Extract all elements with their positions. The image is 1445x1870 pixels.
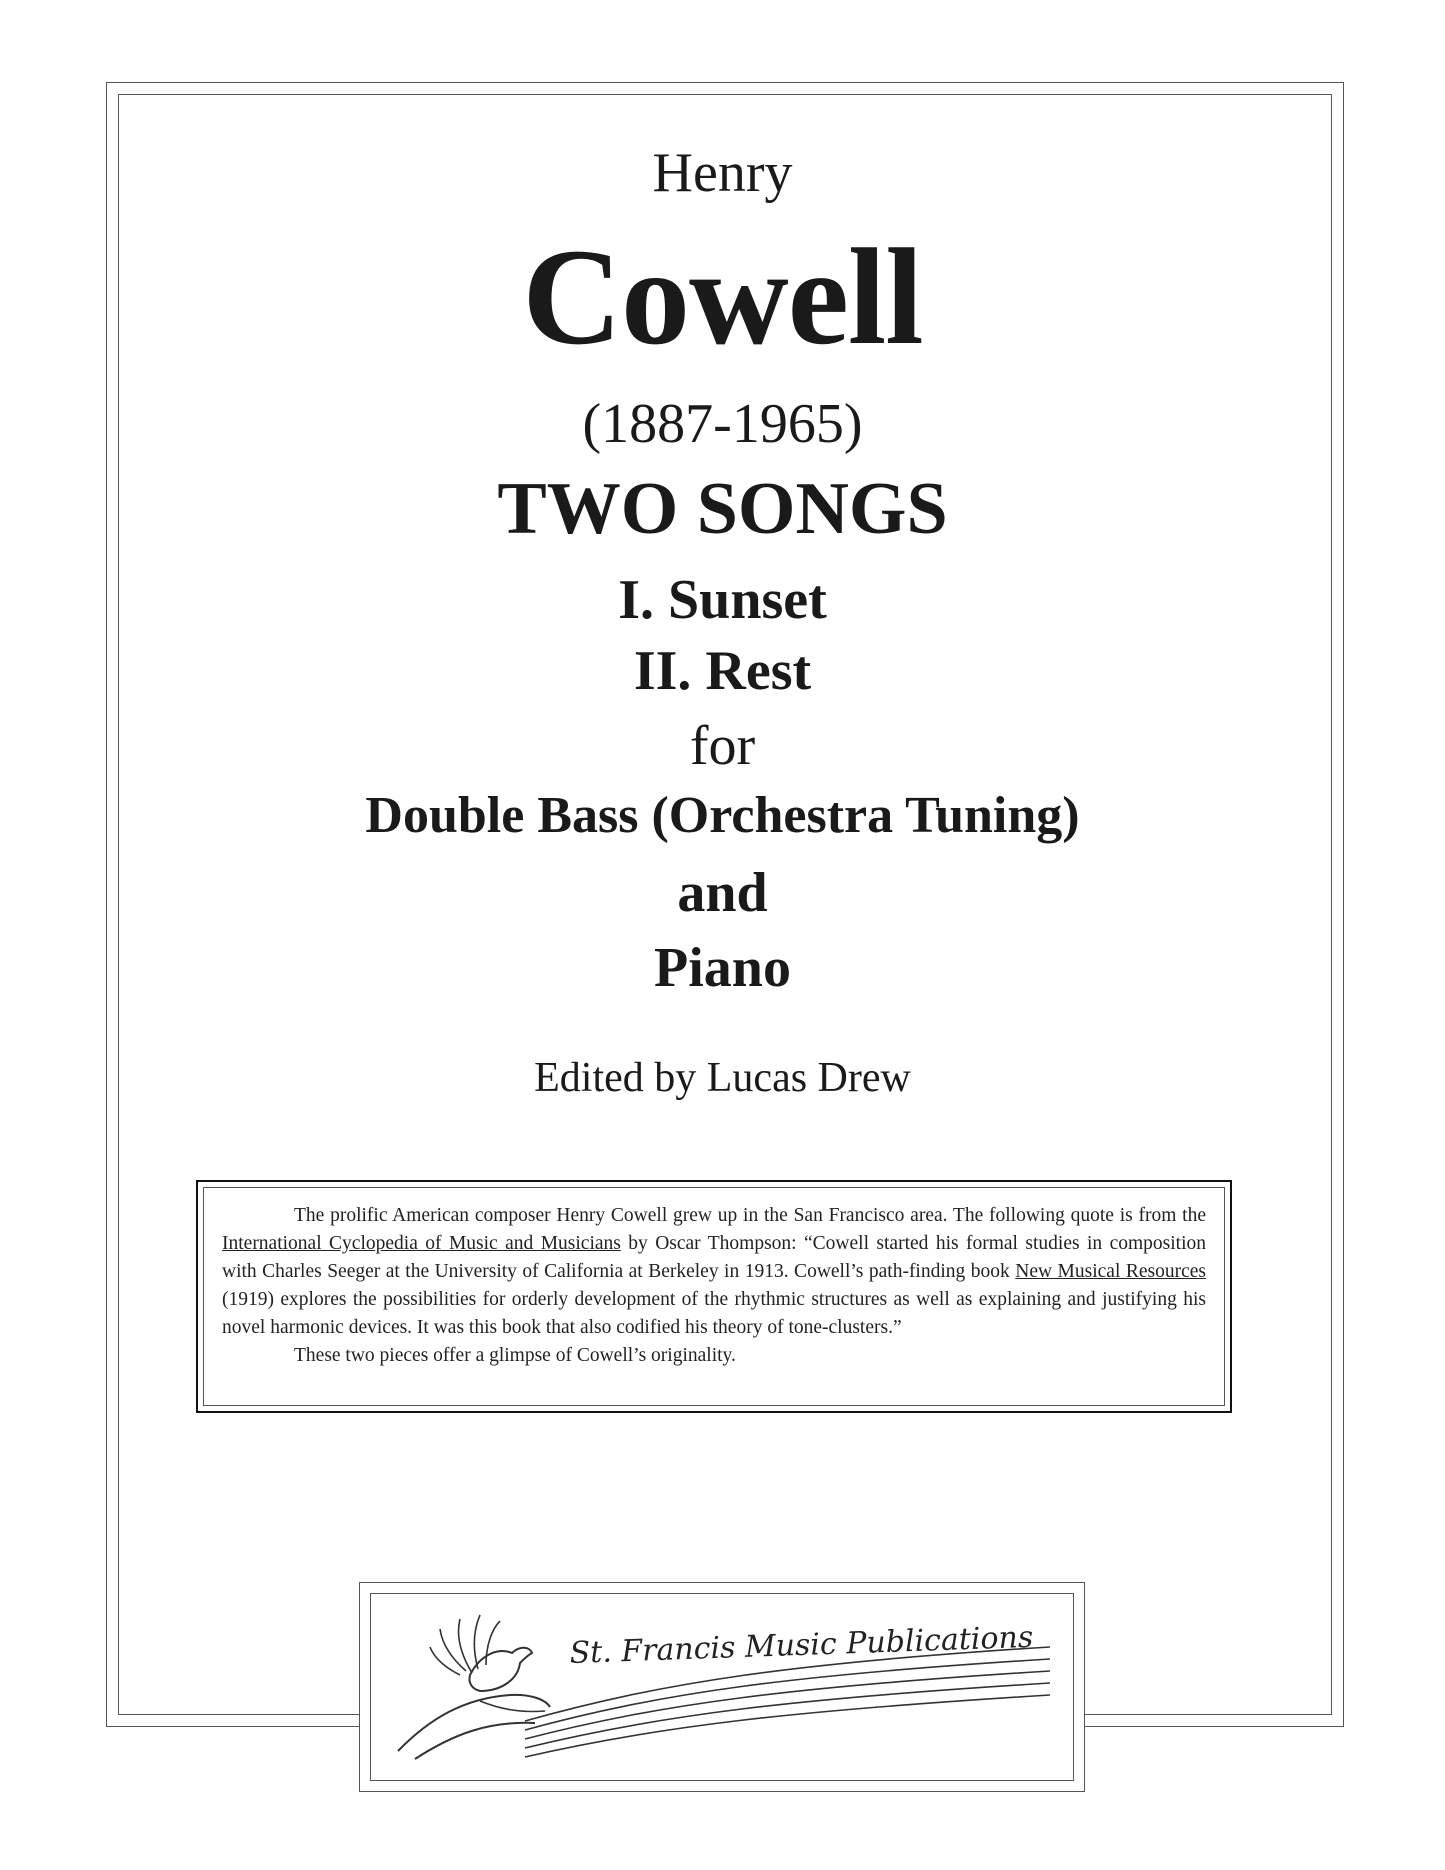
notes-text-segment: by Oscar Thompson: “Cowell started his formal studies in composition with Charles Seeger at the University of California at Berkeley in 1913. Cowell’s path-finding book [222, 1233, 1206, 1282]
movement-title-1: I. Sunset [618, 569, 827, 631]
instrumentation-line-1: Double Bass (Orchestra Tuning) [365, 787, 1080, 844]
for-label: for [689, 715, 756, 777]
notes-text-segment: (1919) explores the possibilities for orderly development of the rhythmic structures as well as explaining and justifying his novel harmonic devices. It was this book that also codified his theory of tone-clusters.” [222, 1289, 1206, 1338]
reference-title-new-musical-resources: New Musical Resources [1015, 1261, 1206, 1282]
program-notes-paragraph-2 [222, 1342, 1206, 1370]
composer-last-name: Cowell [522, 220, 923, 373]
instrumentation-line-2: and [677, 862, 768, 924]
program-notes-inner-border [203, 1187, 1225, 1406]
dove-hand-staff-icon [360, 1583, 1066, 1773]
composer-first-name: Henry [652, 142, 793, 204]
instrumentation-line-3: Piano [654, 937, 791, 999]
program-notes-box [196, 1180, 1232, 1413]
composer-dates: (1887-1965) [582, 393, 863, 455]
program-notes-paragraph-1 [222, 1202, 1206, 1342]
movement-title-2: II. Rest [633, 640, 812, 702]
notes-text-segment: These two pieces offer a glimpse of Cowell’s originality. [294, 1345, 736, 1366]
work-title: TWO SONGS [497, 468, 948, 550]
notes-text-segment: The prolific American composer Henry Cowell grew up in the San Francisco area. The following quote is from the [294, 1205, 1206, 1226]
reference-title-cyclopedia: International Cyclopedia of Music and Musicians [222, 1233, 621, 1254]
publisher-logo-box [359, 1582, 1085, 1792]
editor-credit: Edited by Lucas Drew [534, 1055, 911, 1101]
publisher-name: St. Francis Music Publications [569, 1619, 1034, 1671]
